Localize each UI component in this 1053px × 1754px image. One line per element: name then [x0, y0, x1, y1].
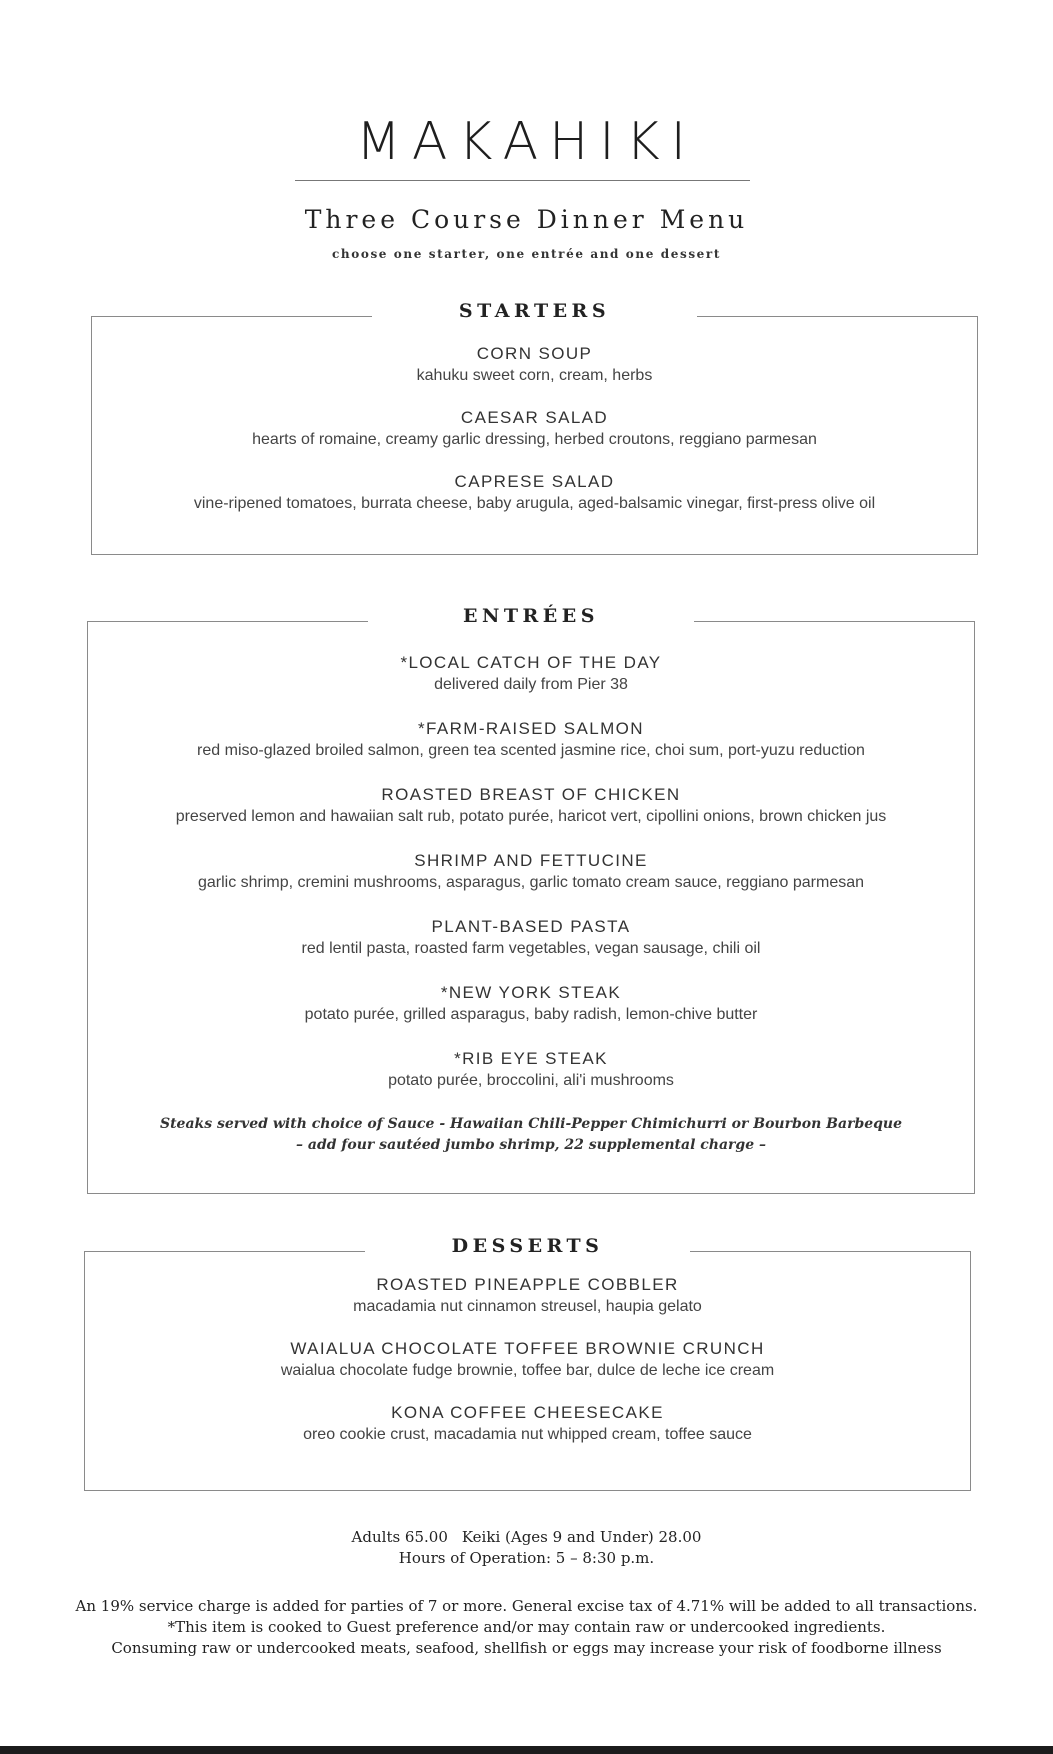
item-description: delivered daily from Pier 38 [434, 676, 628, 693]
footer-disclaimers [0, 1596, 1053, 1659]
item-description: hearts of romaine, creamy garlic dressing, herbed croutons, reggiano parmesan [252, 431, 817, 448]
preference-note: *This item is cooked to Guest preference and/or may contain raw or undercooked ingredients. [167, 1618, 886, 1636]
item-description: preserved lemon and hawaiian salt rub, potato purée, haricot vert, cipollini onions, brown chicken jus [175, 808, 887, 825]
item-name: *NEW YORK STEAK [440, 983, 622, 1002]
sauce-note: Steaks served with choice of Sauce - Hawaiian Chili-Pepper Chimichurri or Bourbon Barbeque [159, 1116, 903, 1132]
pricing-block [0, 1527, 1053, 1569]
desserts-section [84, 1235, 971, 1491]
food-safety-warning: Consuming raw or undercooked meats, seafood, shellfish or eggs may increase your risk of foodborne illness [111, 1639, 942, 1657]
menu-item [88, 916, 974, 960]
item-description: vine-ripened tomatoes, burrata cheese, baby arugula, aged-balsamic vinegar, first-press olive oil [193, 495, 876, 512]
menu-item [88, 652, 974, 696]
shrimp-addon-note: – add four sautéed jumbo shrimp, 22 supplemental charge – [296, 1137, 766, 1153]
item-name: *FARM-RAISED SALMON [418, 719, 644, 738]
item-description: macadamia nut cinnamon streusel, haupia gelato [353, 1298, 702, 1315]
menu-item [88, 1048, 974, 1092]
entrees-heading: ENTRÉES [463, 605, 599, 627]
menu-item [88, 718, 974, 762]
item-name: *RIB EYE STEAK [454, 1049, 608, 1068]
item-name: WAIALUA CHOCOLATE TOFFEE BROWNIE CRUNCH [290, 1339, 765, 1358]
entrees-section [87, 605, 975, 1194]
item-name: KONA COFFEE CHEESECAKE [391, 1403, 664, 1422]
menu-item [85, 1402, 970, 1446]
item-name: CAESAR SALAD [460, 408, 609, 427]
item-name: CORN SOUP [476, 344, 593, 363]
item-description: kahuku sweet corn, cream, herbs [416, 367, 653, 384]
restaurant-name: MAKAHIKI [355, 112, 698, 172]
item-name: PLANT-BASED PASTA [431, 917, 631, 936]
menu-instructions: choose one starter, one entrée and one dessert [332, 247, 721, 261]
item-description: potato purée, broccolini, ali'i mushrooms [388, 1072, 674, 1089]
starters-heading: STARTERS [458, 300, 611, 322]
item-name: ROASTED BREAST OF CHICKEN [381, 785, 681, 804]
menu-item [92, 471, 977, 515]
service-charge-note: An 19% service charge is added for parties of 7 or more. General excise tax of 4.71% will be added to all transactions. [75, 1597, 978, 1615]
steak-notes [88, 1114, 974, 1156]
item-name: *LOCAL CATCH OF THE DAY [400, 653, 662, 672]
keiki-price: Keiki (Ages 9 and Under) 28.00 [461, 1528, 702, 1546]
menu-item [88, 982, 974, 1026]
item-name: CAPRESE SALAD [454, 472, 615, 491]
item-description: red miso-glazed broiled salmon, green tea scented jasmine rice, choi sum, port-yuzu reduction [197, 742, 865, 759]
item-description: garlic shrimp, cremini mushrooms, asparagus, garlic tomato cream sauce, reggiano parmesan [197, 874, 865, 891]
item-description: waialua chocolate fudge brownie, toffee bar, dulce de leche ice cream [280, 1362, 775, 1379]
adult-price: Adults 65.00 [351, 1528, 448, 1546]
desserts-heading: DESSERTS [451, 1235, 604, 1257]
menu-item [85, 1274, 970, 1318]
item-name: ROASTED PINEAPPLE COBBLER [376, 1275, 679, 1294]
menu-item [88, 784, 974, 828]
menu-item [92, 407, 977, 451]
bottom-edge-bar [0, 1746, 1053, 1754]
menu-item [85, 1338, 970, 1382]
hours-of-operation: Hours of Operation: 5 – 8:30 p.m. [398, 1549, 655, 1567]
item-name: SHRIMP AND FETTUCINE [414, 851, 648, 870]
menu-item [88, 850, 974, 894]
starters-section [91, 300, 978, 555]
item-description: red lentil pasta, roasted farm vegetables, vegan sausage, chili oil [301, 940, 761, 957]
title-divider [295, 180, 750, 181]
menu-item [92, 343, 977, 387]
item-description: potato purée, grilled asparagus, baby radish, lemon-chive butter [304, 1006, 758, 1023]
menu-title: Three Course Dinner Menu [304, 205, 749, 234]
item-description: oreo cookie crust, macadamia nut whipped cream, toffee sauce [303, 1426, 752, 1443]
